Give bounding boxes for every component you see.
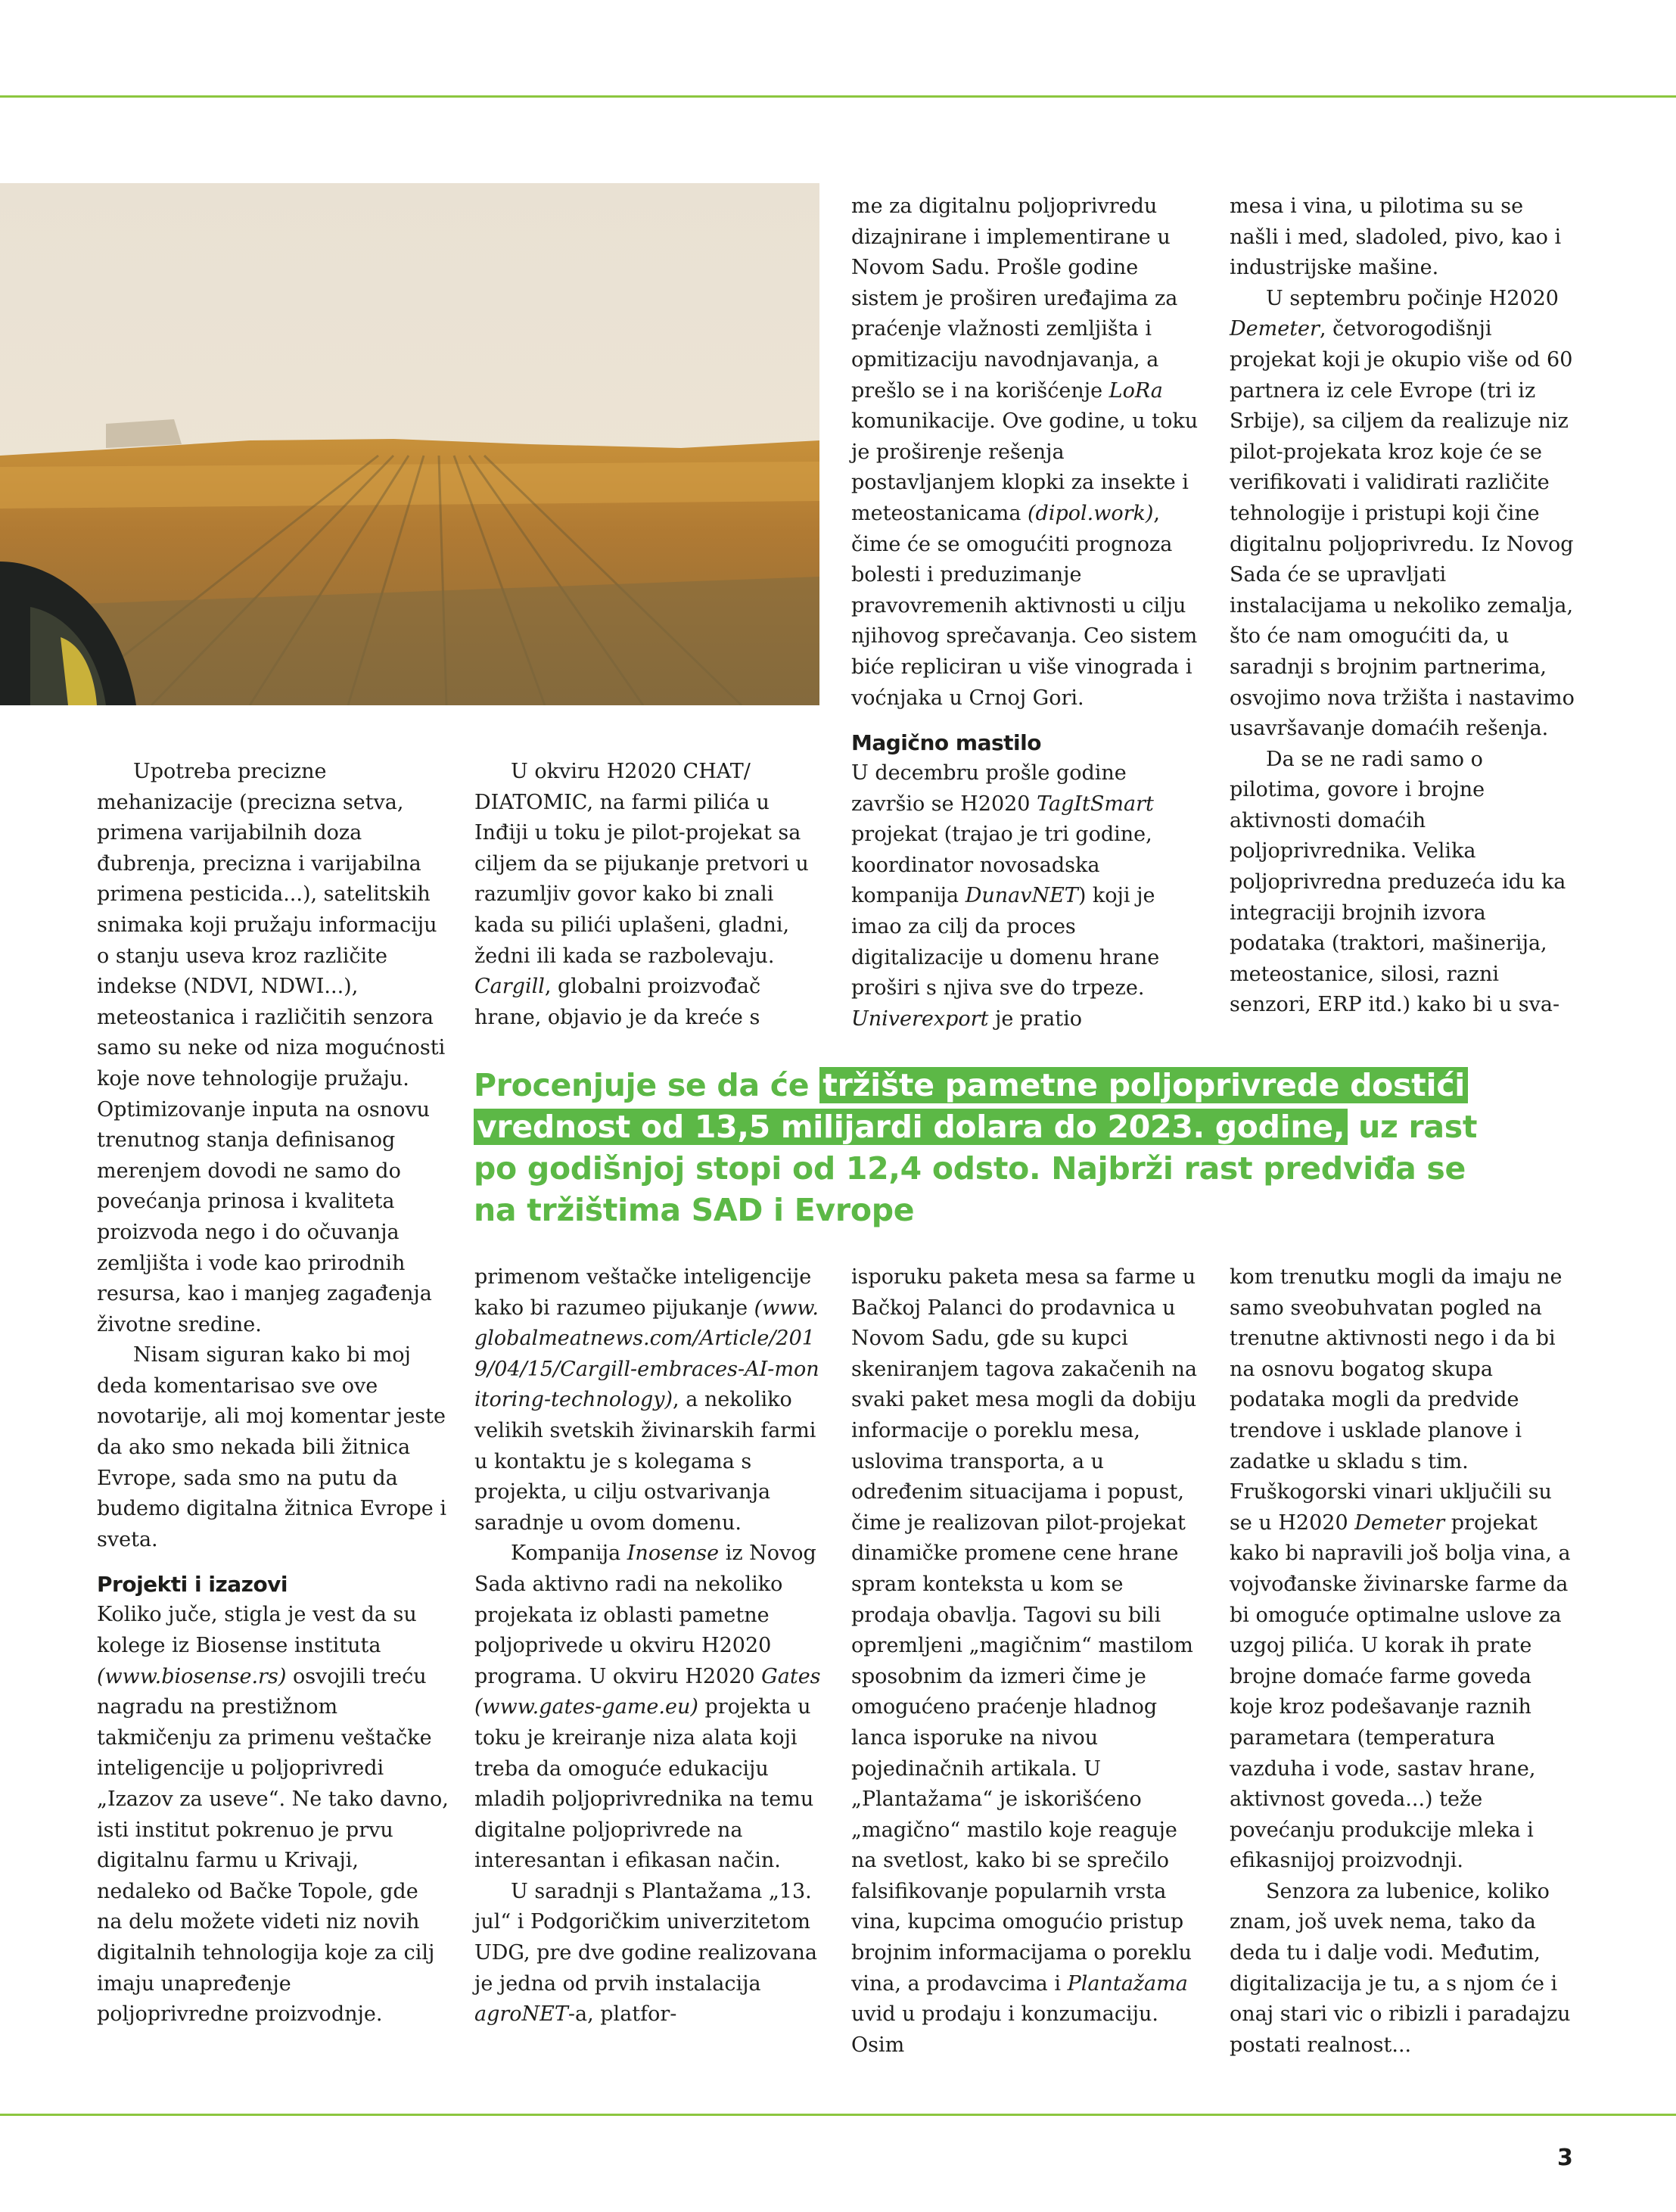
globalmeatnews-link: (www.globalmeatnews.com/Article/2019/04/15/Cargill-embraces-AI-monitoring-technology) bbox=[474, 1296, 819, 1412]
paragraph: Kompanija Inosense iz Novog Sada aktivno radi na nekoliko projekata iz oblasti pametne poljoprivede u okviru H2020 programa. U okviru H2020 Gates (www.gates-game.eu) projekta u toku je kreiranje niza alata koji treba da omoguće edukaciju mladih poljoprivrednika na temu digitalne poljoprivrede na interesantan i efikasan način. bbox=[474, 1542, 821, 1873]
pull-quote-highlight: vrednost od 13,5 milijardi dolara do 2023. godine, bbox=[474, 1109, 1348, 1145]
pull-quote-highlight: tržište pametne poljoprivrede dostići bbox=[819, 1067, 1468, 1103]
column-4-top bbox=[1230, 191, 1578, 1021]
gates-link: Gates (www.gates-game.eu) bbox=[474, 1664, 821, 1719]
paragraph: primenom veštačke inteligencije kako bi razumeo pijukanje (www.globalmeatnews.com/Article/2019/04/15/Cargill-embraces-AI-monitoring-technology), a nekoliko velikih svetskih živinarskih farmi u kontaktu je s kolegama s projekta, u cilju ostvarivanja saradnje u ovom domenu. bbox=[474, 1265, 819, 1535]
paragraph: isporuku paketa mesa sa farme u Bačkoj Palanci do prodavnica u Novom Sadu, gde su kupci skeniranjem tagova zakačenih na svaki paket mesa mogli da dobiju informacije o poreklu mesa, uslovima transporta, a u određenim situacijama i popust, čime je realizovan pilot-projekat dinamičke promene cene hrane spram konteksta u kom se prodaja obavlja. Tagovi su bili opremljeni „magičnim“ mastilom sposobnim da izmeri čime je omogućeno praćenje hladnog lanca isporuke na nivou pojedinačnih artikala. U „Plantažama“ je iskorišćeno „magično“ mastilo koje reaguje na svetlost, kako bi se sprečilo falsifikovanje popularnih vrsta vina, kupcima omogućio pristup brojnim informacijama o poreklu vina, a prodavcima i Plantažama uvid u prodaju i konzumaciju. Osim bbox=[851, 1265, 1197, 2057]
top-rule bbox=[0, 95, 1676, 98]
paragraph: me za digitalnu poljoprivredu dizajnirane i implementirane u Novom Sadu. Prošle godine sistem je proširen uređajima za praćenje vlažnosti zemljišta i opmitizaciju navodnjavanja, a prešlo se i na korišćenje LoRa komunikacije. Ove godine, u toku je proširenje rešenja postavljanjem klopki za insekte i meteostanicama (dipol.work), čime će se omogućiti prognoza bolesti i preduzimanje pravovremenih aktivnosti u cilju njihovog sprečavanja. Ceo sistem biće repliciran u više vinograda i voćnjaka u Crnoj Gori. bbox=[851, 194, 1199, 710]
pull-quote: Procenjuje se da će tržište pametne poljoprivrede dostići vrednost od 13,5 milijardi dolara do 2023. godine, uz rast po godišnjoj stopi od 12,4 odsto. Najbrži rast predviđa se na tržištima SAD i Evrope bbox=[474, 1067, 1478, 1228]
paragraph: U saradnji s Plantažama „13. jul“ i Podgoričkim univerzitetom UDG, pre dve godine realizovana je jedna od prvih instalacija agroNET-a, platfor- bbox=[474, 1879, 818, 2027]
column-4-bottom bbox=[1230, 1262, 1578, 2061]
column-1 bbox=[97, 757, 449, 2030]
column-2-top bbox=[474, 757, 821, 1033]
wheat-field-illustration bbox=[0, 183, 819, 705]
column-3-top bbox=[851, 191, 1199, 1034]
section-heading-projekti: Projekti i izazovi bbox=[97, 1572, 288, 1598]
paragraph: Da se ne radi samo o pilotima, govore i brojne aktivnosti domaćih poljoprivrednika. Velika poljoprivredna preduzeća idu ka integraciji brojnih izvora podataka (traktori, mašinerija, meteostanice, silosi, razni senzori, ERP itd.) kako bi u sva- bbox=[1230, 747, 1566, 1017]
field-photo bbox=[0, 183, 819, 705]
paragraph: kom trenutku mogli da imaju ne samo sveobuhvatan pogled na trenutne aktivnosti nego i da bi na osnovu bogatog skupa podataka mogli da predvide trendove i usklade planove i zadatke u skladu s tim. Fruškogorski vinari uključili su se u H2020 Demeter projekat kako bi napravili još bolja vina, a vojvođanske živinarske farme da bi omogućе optimalne uslove za uzgoj pilića. U korak ih prate brojne domaće farme goveda koje kroz podešavanje raznih parametara (temperatura vazduha i vode, sastav hrane, aktivnost goveda...) teže povećanju produkcije mleka i efikasnijoj proizvodnji. bbox=[1230, 1265, 1571, 1873]
paragraph: Upotreba precizne mehanizacije (precizna setva, primena varijabilnih doza đubrenja, precizna i varijabilna primena pesticida...), satelitskih snimaka koji pružaju informaciju o stanju useva kroz različite indekse (NDVI, NDWI...), meteostanica i različitih senzora samo su neke od niza mogućnosti koje nove tehnologije pružaju. Optimizovanje inputa na osnovu trenutnog stanja definisanog merenjem dovodi ne samo do povećanja prinosa i kvaliteta proizvoda nego i do očuvanja zemljišta i vode kao prirodnih resursa, kao i manjeg zagađenja životne sredine. bbox=[97, 760, 446, 1336]
paragraph: U septembru počinje H2020 Demeter, četvorogodišnji projekat koji je okupio više od 60 partnera iz cele Evrope (tri iz Srbije), sa ciljem da realizuje niz pilot-projekata kroz koje će se verifikovati i validirati različite tehnologije i pristupi koji čine digitalnu poljoprivredu. Iz Novog Sada će se upravljati instalacijama u nekoliko zemalja, što će nam omogućiti da, u saradnji s brojnim partnerima, osvojimo nova tržišta i nastavimo usavršavanje domaćih rešenja. bbox=[1230, 286, 1575, 741]
paragraph: U okviru H2020 CHAT/ DIATOMIC, na farmi pilića u Inđiji u toku je pilot-projekat sa ciljem da se pijukanje pretvori u razumljiv govor kako bi znali kada su pilići uplašeni, gladni, žedni ili kada se razbolevaju. Cargill, globalni proizvođač hrane, objavio je da kreće s bbox=[474, 760, 809, 1029]
biosense-link: (www.biosense.rs) bbox=[97, 1664, 287, 1688]
section-heading-magicno: Magično mastilo bbox=[851, 730, 1041, 756]
column-2-bottom bbox=[474, 1262, 821, 2030]
paragraph: mesa i vina, u pilotima su se našli i med, sladoled, pivo, kao i industrijske mašine. bbox=[1230, 194, 1562, 280]
paragraph: Koliko juče, stigla je vest da su kolege iz Biosense instituta (www.biosense.rs) osvojili treću nagradu na prestižnom takmičenju za primenu veštačke inteligencije u poljoprivredi „Izazov za useve“. Ne tako davno, isti institut pokrenuo je prvu digitalnu farmu u Krivaji, nedaleko od Bačke Topole, gde na delu možete videti niz novih digitalnih tehnologija koje za cilj imaju unapređenje poljoprivredne proizvodnje. bbox=[97, 1603, 449, 2027]
bottom-rule bbox=[0, 2114, 1676, 2116]
page-number: 3 bbox=[1557, 2145, 1573, 2171]
column-3-bottom bbox=[851, 1262, 1199, 2061]
paragraph: Senzora za lubenice, koliko znam, još uvek nema, tako da deda tu i dalje vodi. Međutim, digitalizacija je tu, a s njom će i onaj stari vic o ribizli i paradajzu postati realnost... bbox=[1230, 1879, 1571, 2057]
paragraph: U decembru prošle godine završio se H2020 TagItSmart projekat (trajao je tri godine, koordinator novosadska kompanija DunavNET) koji je imao za cilj da proces digitalizacije u domenu hrane proširi s njiva sve do trpeze. Univerexport je pratio bbox=[851, 761, 1160, 1031]
paragraph: Nisam siguran kako bi moj deda komentarisao sve ove novotarije, ali moj komentar jeste da ako smo nekada bili žitnica Evrope, sada smo na putu da budemo digitalna žitnica Evrope i sveta. bbox=[97, 1343, 447, 1551]
